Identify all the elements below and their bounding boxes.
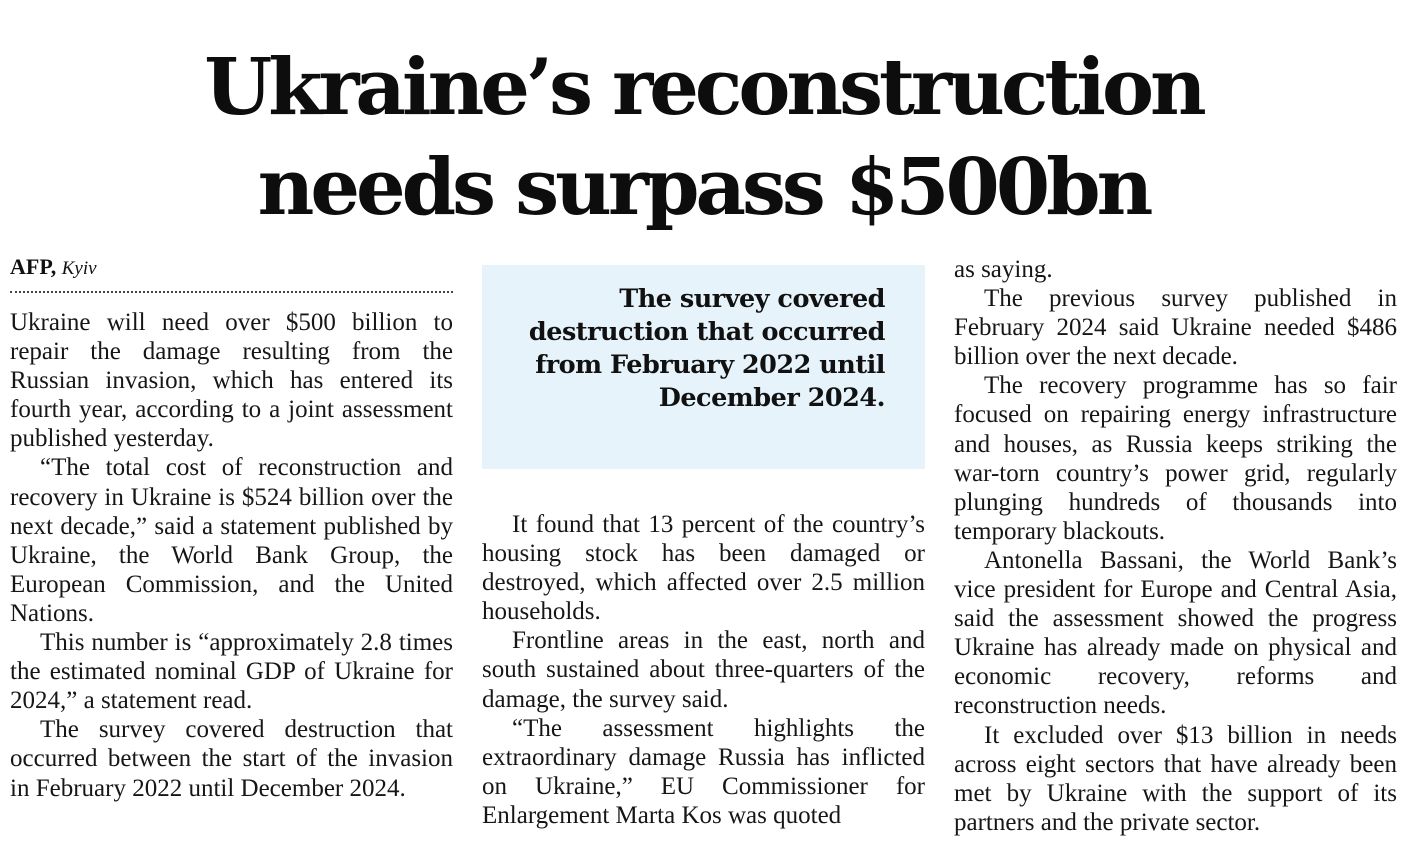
pull-quote-box [482, 265, 925, 469]
column1-paragraph-2: “The total cost of reconstruction and recovery in Ukraine is $524 billion over the next decade,” said a statement published by Ukraine, the World Bank Group, the European Commission, and the United Nations. [10, 454, 453, 627]
headline-line-2: needs surpass $500bn [257, 142, 1150, 233]
column2-paragraph-1: It found that 13 percent of the country’s housing stock has been damaged or destroyed, which affected over 2.5 million households. [482, 511, 925, 626]
column2-paragraph-3: “The assessment highlights the extraordinary damage Russia has inflicted on Ukraine,” EU Commissioner for Enlargement Marta Kos was quoted [482, 714, 925, 829]
headline [0, 38, 1407, 238]
column3-paragraph-3: The recovery programme has so fair focused on repairing energy infrastructure and houses, as Russia keeps striking the war-torn country’s power grid, regularly plunging hundreds of thousands into temporary blackouts. [954, 372, 1397, 545]
column2-paragraph-2: Frontline areas in the east, north and south sustained about three-quarters of the damage, the survey said. [482, 627, 925, 713]
column3-paragraph-2: The previous survey published in February 2024 said Ukraine needed $486 billion over the next decade. [954, 285, 1397, 371]
byline-place: Kyiv [61, 258, 97, 279]
column1-paragraph-3: This number is “approximately 2.8 times the estimated nominal GDP of Ukraine for 2024,” a statement read. [10, 629, 453, 715]
article-column-3 [954, 255, 1397, 837]
byline-divider [10, 291, 453, 293]
column3-paragraph-4: Antonella Bassani, the World Bank’s vice president for Europe and Central Asia, said the assessment showed the progress Ukraine has already made on physical and economic recovery, reforms and reconstruction needs. [954, 546, 1397, 720]
pull-quote-text: The survey covered destruction that occurred from February 2022 until December 2024. [528, 284, 885, 413]
column3-paragraph-1: as saying. [954, 256, 1053, 283]
article-column-2 [482, 510, 925, 830]
byline [10, 254, 453, 284]
column1-paragraph-1: Ukraine will need over $500 billion to repair the damage resulting from the Russian invasion, which has entered its fourth year, according to a joint assessment published yesterday. [10, 309, 453, 453]
article-column-1 [10, 308, 453, 803]
byline-agency: AFP, [10, 254, 57, 279]
column1-paragraph-4: The survey covered destruction that occurred between the start of the invasion in February 2022 until December 2024. [10, 716, 453, 802]
column3-paragraph-5: It excluded over $13 billion in needs across eight sectors that have already been met by Ukraine with the support of its partners and the private sector. [954, 721, 1397, 836]
headline-line-1: Ukraine’s reconstruction [204, 42, 1203, 133]
